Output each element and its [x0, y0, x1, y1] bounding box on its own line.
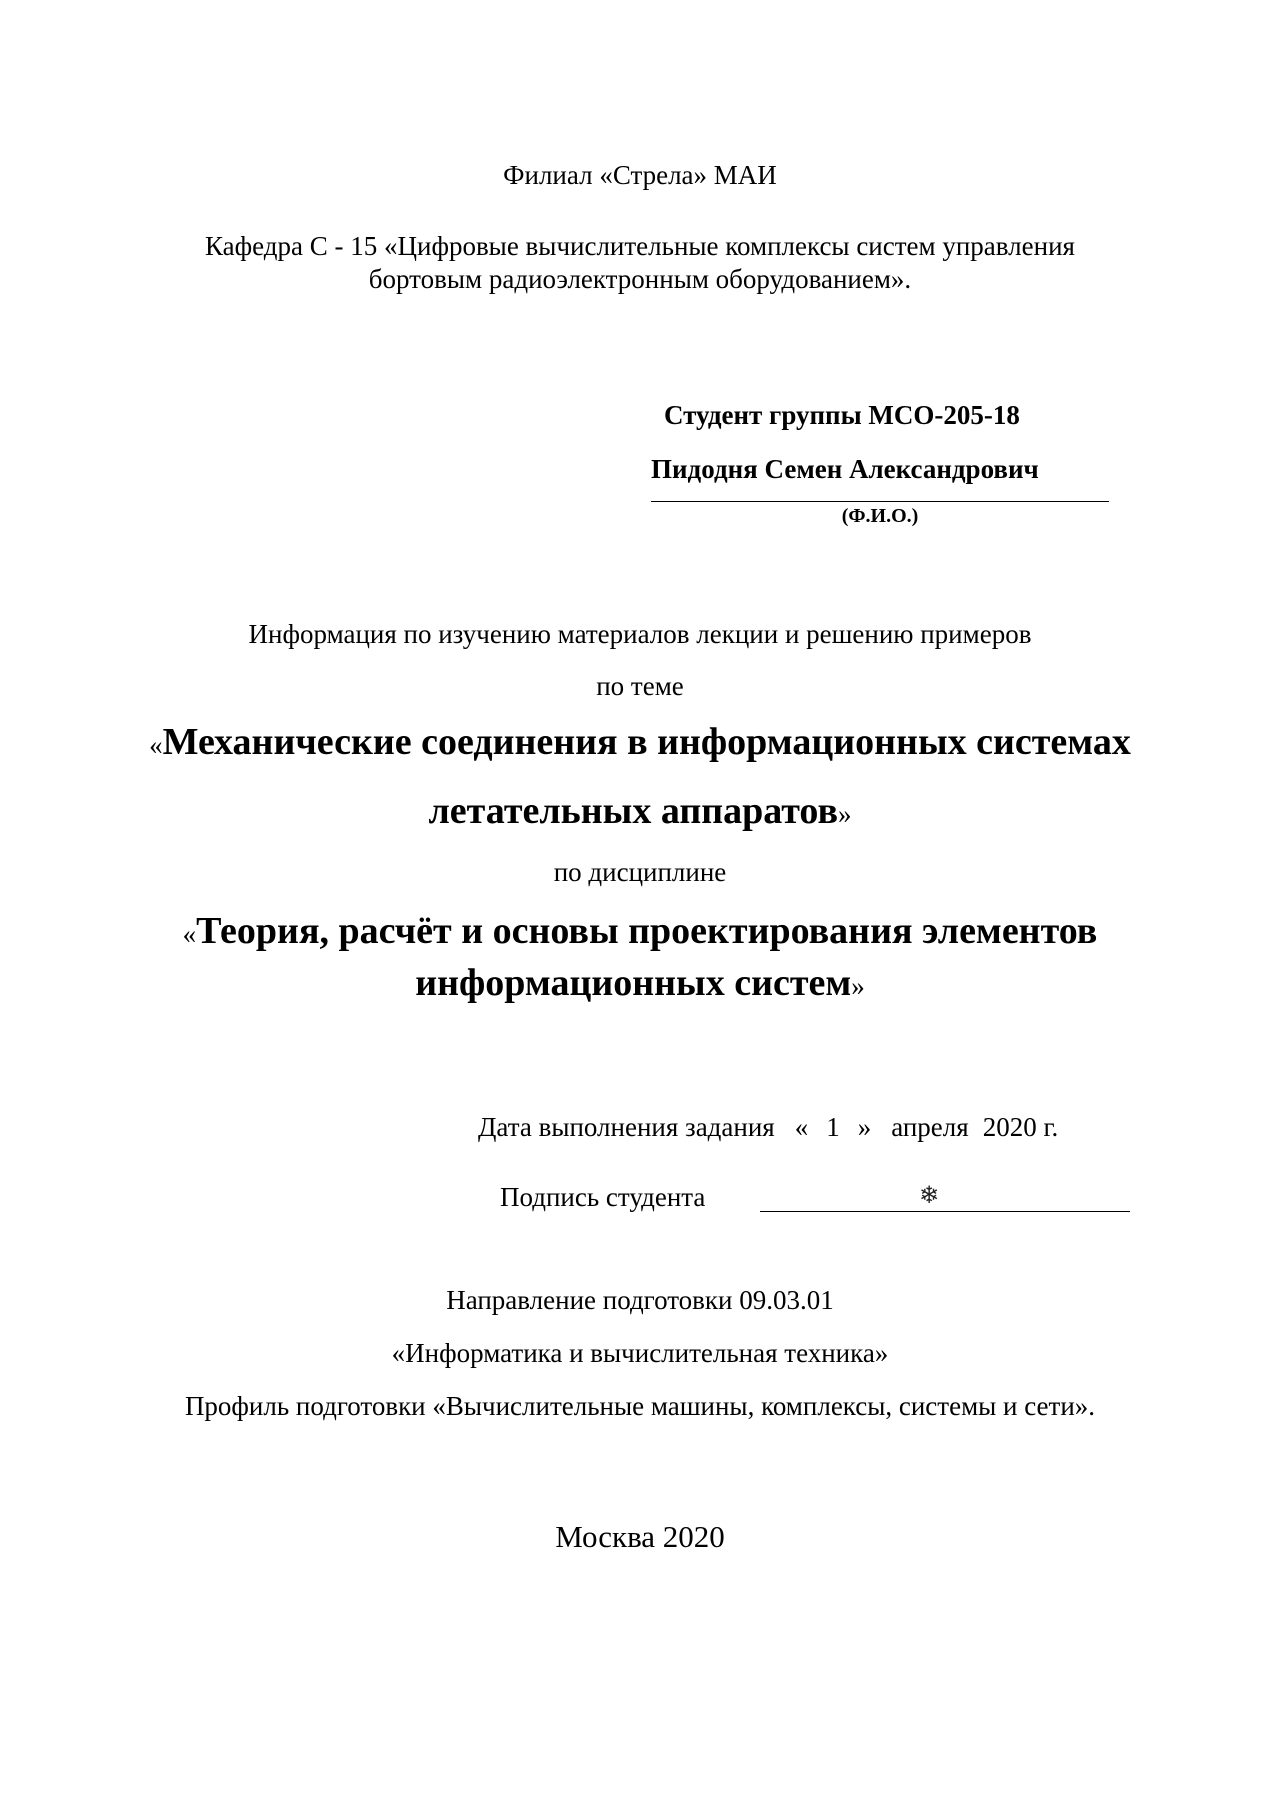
topic-intro: по теме — [596, 671, 684, 701]
student-name: Пидодня Семен Александрович — [651, 454, 1039, 484]
discipline-title-line-2 — [0, 960, 1280, 1009]
signature-label: Подпись студента — [500, 1182, 706, 1212]
discipline-title-text-1: Теория, расчёт и основы проектирования элементов — [196, 910, 1098, 952]
name-caption: (Ф.И.О.) — [841, 505, 919, 527]
signature-line — [760, 1211, 1130, 1212]
discipline-title-line-1 — [0, 908, 1280, 957]
date-close-quote: » — [857, 1112, 872, 1142]
branch-name: Филиал «Стрела» МАИ — [503, 160, 777, 190]
topic-title-line-2 — [0, 788, 1280, 837]
discipline-close-quote: » — [851, 971, 865, 1001]
topic-title-text-2: летательных аппаратов — [428, 790, 839, 832]
topic-open-quote: « — [149, 730, 163, 760]
date-open-quote: « — [794, 1112, 809, 1142]
date-day: 1 — [826, 1112, 840, 1142]
date-month: апреля — [891, 1112, 969, 1142]
topic-close-quote: » — [838, 799, 852, 829]
discipline-title-text-2: информационных систем — [415, 962, 852, 1004]
student-group: Студент группы МСО-205-18 — [664, 400, 1020, 430]
signature-mark-icon: ❄ — [919, 1181, 940, 1209]
date-label: Дата выполнения задания — [478, 1112, 775, 1142]
direction-code: Направление подготовки 09.03.01 — [446, 1285, 834, 1315]
direction-name: «Информатика и вычислительная техника» — [391, 1338, 889, 1368]
discipline-intro: по дисциплине — [553, 857, 727, 887]
date-year: 2020 г. — [982, 1112, 1059, 1142]
completion-date — [478, 1110, 1058, 1144]
city-year: Москва 2020 — [555, 1519, 725, 1554]
topic-title-text-1: Механические соединения в информационных системах — [162, 721, 1131, 763]
discipline-open-quote: « — [182, 919, 197, 949]
work-info: Информация по изучению материалов лекции и решению примеров — [248, 619, 1032, 649]
department-line-2: бортовым радиоэлектронным оборудованием». — [368, 264, 912, 294]
department-line-1: Кафедра С - 15 «Цифровые вычислительные комплексы систем управления — [205, 231, 1075, 261]
training-profile: Профиль подготовки «Вычислительные машины, комплексы, системы и сети». — [184, 1391, 1096, 1421]
topic-title-line-1 — [0, 719, 1280, 768]
